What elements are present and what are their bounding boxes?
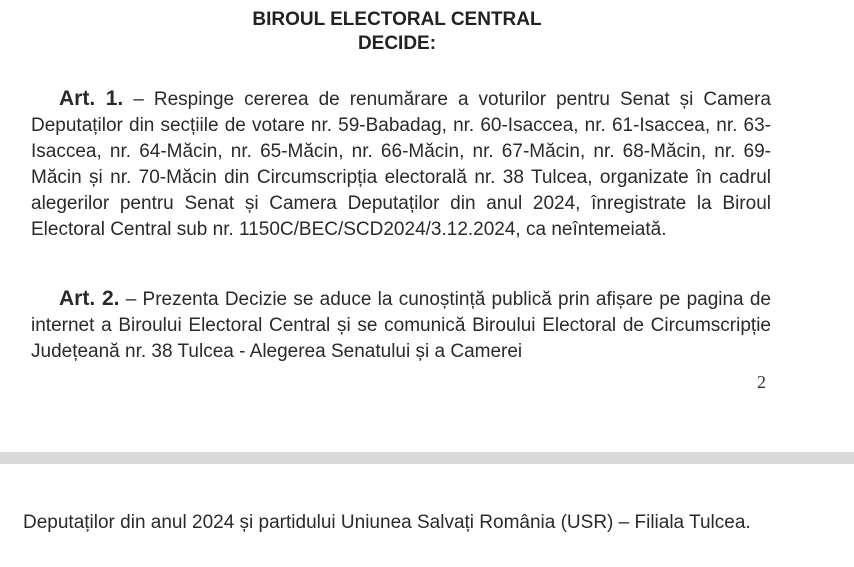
decision-heading: DECIDE: [357,33,437,54]
page-3-continuation: Deputaților din anul 2024 și partidului Uniunea Salvați România (USR) – Filiala Tulcea. [23,512,751,533]
issuer-heading: BIROUL ELECTORAL CENTRAL [252,9,542,30]
article-2-text: – Prezenta Decizie se aduce la cunoștință publică prin afișare pe pagina de internet a Biroului Electoral Central și se comunică Biroului Electoral de Circumscripție Județeană nr. 38 Tulcea - Alegerea Senatului și a Camerei [31,289,772,362]
article-2-label: Art. 2. [59,287,120,310]
article-1-text: – Respinge cererea de renumărare a voturilor pentru Senat și Camera Deputaților din secțiile de votare nr. 59-Babadag, nr. 60-Isaccea, nr. 61-Isaccea, nr. 63-Isaccea, nr. 64-Măcin, nr. 65-Măcin, nr. 66-Măcin, nr. 67-Măcin, nr. 68-Măcin, nr. 69-Măcin și nr. 70-Măcin din Circumscripția electorală nr. 38 Tulcea, organizate în cadrul alegerilor pentru Senat și Camera Deputaților din anul 2024, înregistrate la Biroul Electoral Central sub nr. 1150C/BEC/SCD2024/3.12.2024, ca neîntemeiată. [31,89,771,240]
article-2 [31,286,771,365]
page-separator [0,452,854,464]
article-1-label: Art. 1. [59,87,124,110]
article-1 [31,86,771,243]
page-number: 2 [757,372,766,392]
